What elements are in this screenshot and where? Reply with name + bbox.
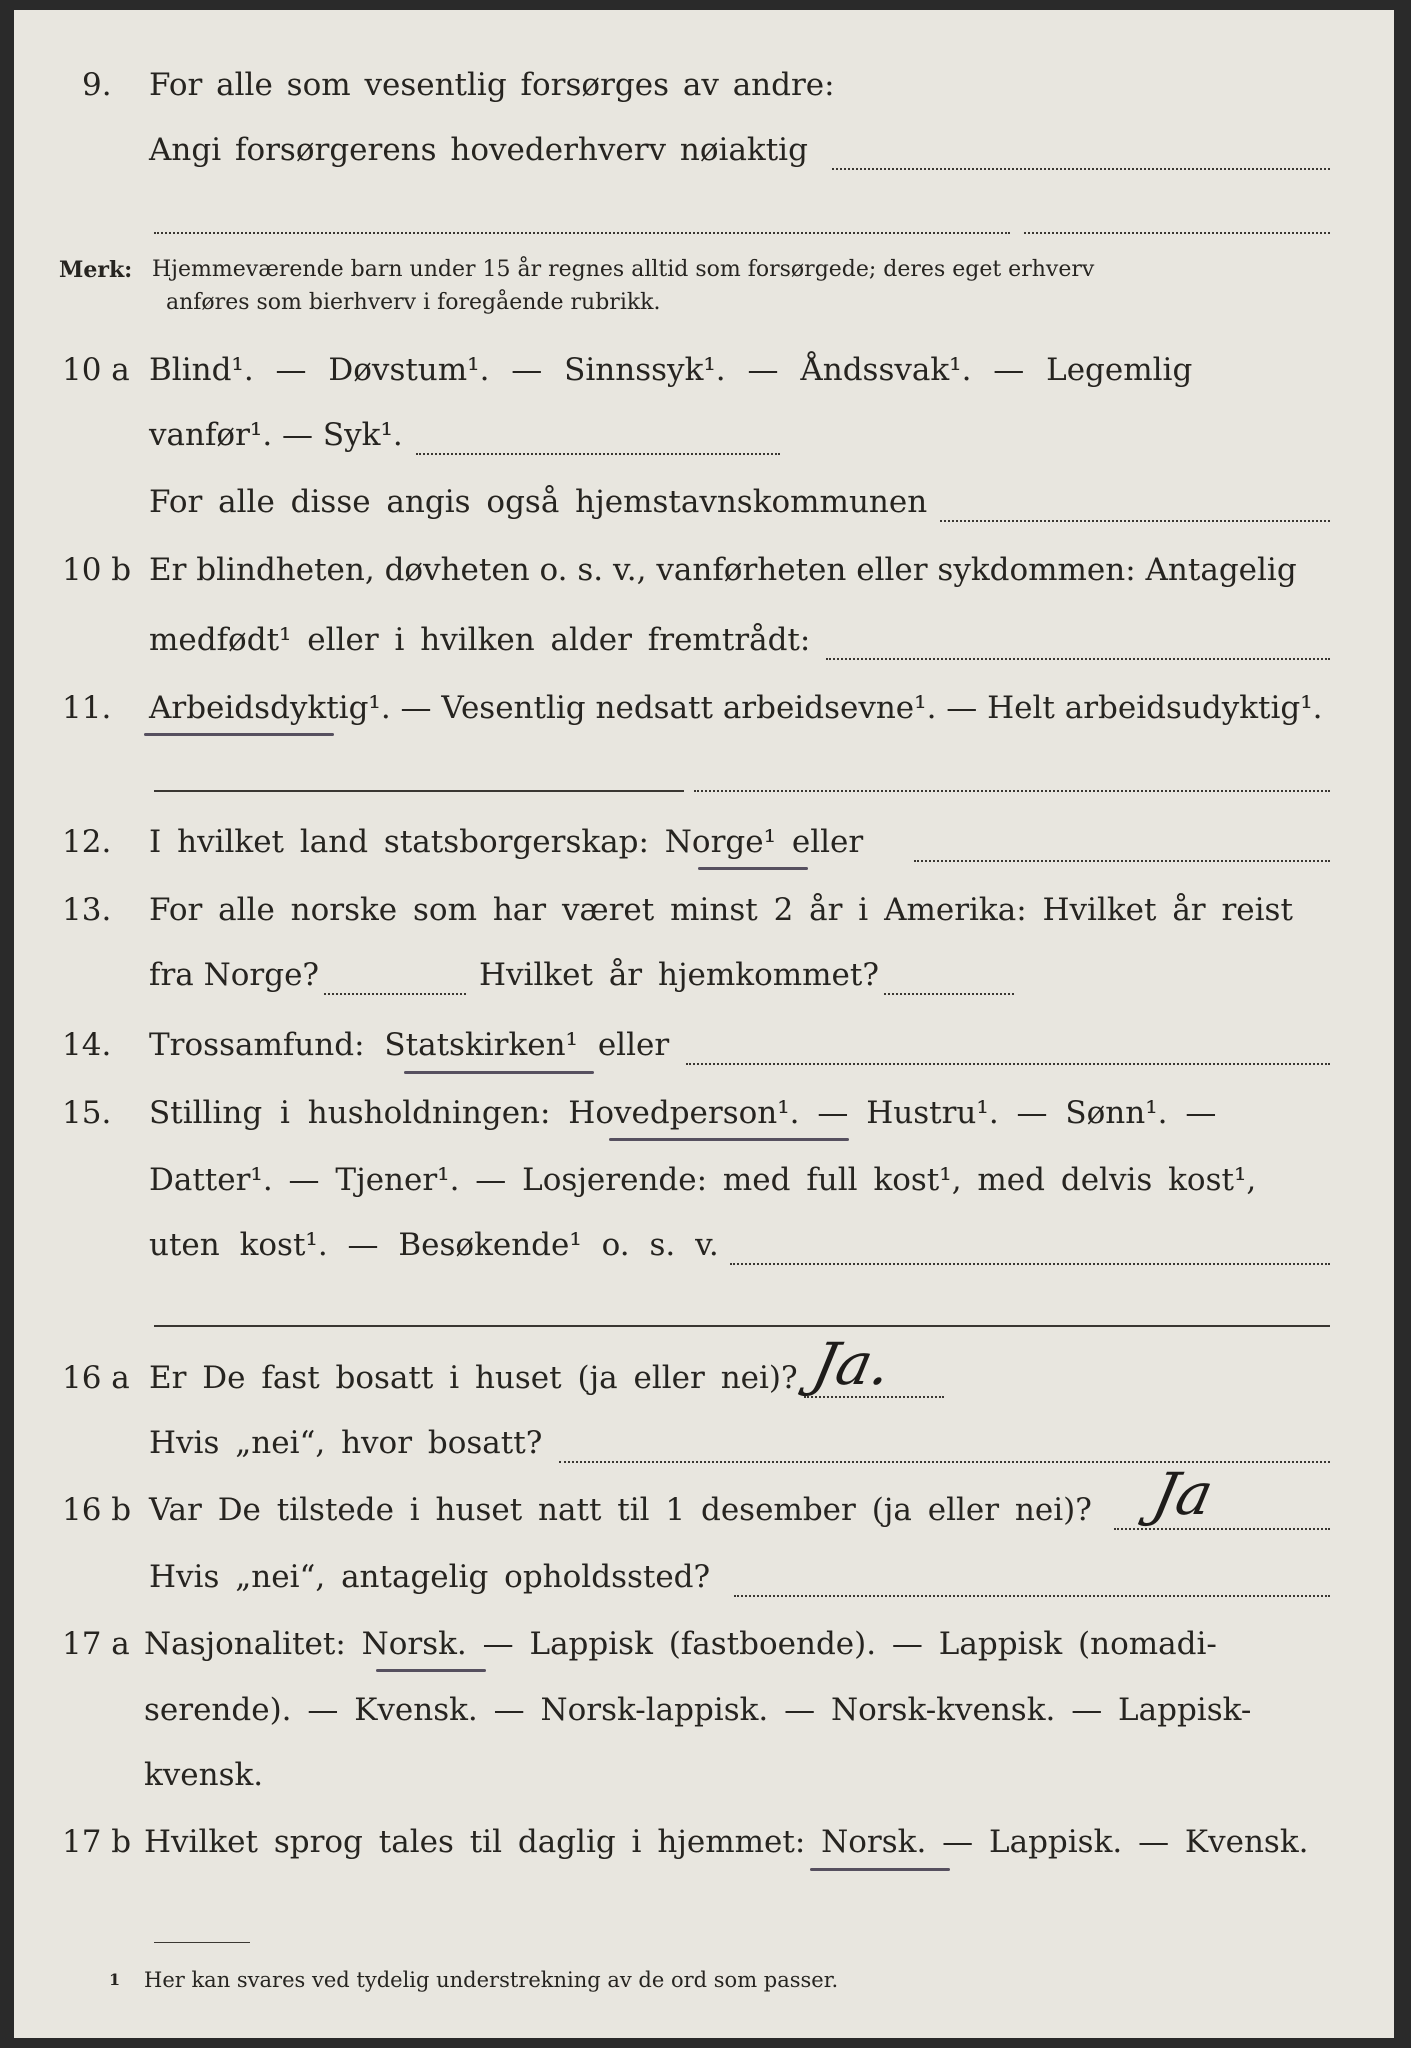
q16a-handwritten-answer: Ja.	[806, 1330, 898, 1398]
q13-year-returned-field[interactable]	[884, 993, 1014, 995]
q11-rule	[154, 790, 684, 792]
q13-year-left-field[interactable]	[324, 993, 466, 995]
q13-line1: For alle norske som har været minst 2 år i Amerika: Hvilket år reist	[149, 892, 1293, 928]
footnote-text: Her kan svares ved tydelig understrekning av de ord som passer.	[144, 1968, 839, 1992]
q15-number: 15.	[62, 1095, 112, 1131]
q12-answer-field[interactable]	[914, 860, 1330, 862]
q9-number: 9.	[82, 67, 112, 103]
q14-number: 14.	[62, 1027, 112, 1063]
q16a-line2: Hvis „nei“, hvor bosatt?	[149, 1425, 543, 1461]
q10a-line2: vanfør¹. — Syk¹.	[149, 417, 403, 453]
q11-number: 11.	[62, 690, 112, 726]
q17a-number: 17 a	[62, 1626, 130, 1662]
merk-label: Merk:	[59, 257, 133, 283]
q13-line2b: Hvilket år hjemkommet?	[479, 957, 879, 993]
q16a-line1: Er De fast bosatt i huset (ja eller nei)?	[149, 1360, 798, 1396]
q10a-number: 10 a	[62, 352, 130, 388]
q16b-whereabouts-field[interactable]	[734, 1595, 1330, 1597]
q17a-line1: Nasjonalitet: Norsk. — Lappisk (fastboende). — Lappisk (nomadi-	[144, 1626, 1217, 1662]
q16a-number: 16 a	[62, 1360, 130, 1396]
q17a-line3: kvensk.	[144, 1757, 264, 1793]
q15-line3: uten kost¹. — Besøkende¹ o. s. v.	[149, 1227, 719, 1263]
q17a-line2: serende). — Kvensk. — Norsk-lappisk. — Norsk-kvensk. — Lappisk-	[144, 1692, 1252, 1728]
q17b-pen-underline	[810, 1868, 950, 1871]
q10a-sick-field[interactable]	[416, 453, 780, 455]
q9-answer-field-2[interactable]	[154, 232, 1010, 234]
q10b-number: 10 b	[62, 552, 132, 588]
q11-line1: Arbeidsdyktig¹. — Vesentlig nedsatt arbeidsevne¹. — Helt arbeidsudyktig¹.	[149, 690, 1323, 726]
q14-line1: Trossamfund: Statskirken¹ eller	[149, 1027, 670, 1063]
q9-answer-field[interactable]	[832, 168, 1330, 170]
footnote-rule	[154, 1942, 250, 1943]
q10b-line1: Er blindheten, døvheten o. s. v., vanførheten eller sykdommen: Antagelig	[149, 552, 1297, 588]
census-form-page	[14, 10, 1394, 2038]
q15-rule	[154, 1325, 1330, 1327]
q9-line1: For alle som vesentlig forsørges av andre:	[149, 67, 835, 103]
q15-answer-field[interactable]	[730, 1263, 1330, 1265]
merk-line1: Hjemmeværende barn under 15 år regnes alltid som forsørgede; deres eget erhverv	[152, 257, 1095, 282]
q12-pen-underline	[698, 867, 808, 870]
q11-answer-field[interactable]	[694, 790, 1330, 792]
q10a-line1: Blind¹. — Døvstum¹. — Sinnssyk¹. — Åndssvak¹. — Legemlig	[149, 352, 1193, 388]
q14-pen-underline	[404, 1071, 594, 1074]
q17b-number: 17 b	[62, 1824, 132, 1860]
q15-pen-underline	[609, 1138, 849, 1141]
q10b-line2: medfødt¹ eller i hvilken alder fremtrådt:	[149, 622, 811, 658]
q9-answer-field-3[interactable]	[1024, 232, 1330, 234]
q14-answer-field[interactable]	[686, 1063, 1330, 1065]
q16b-handwritten-answer: Ja	[1146, 1460, 1220, 1528]
q9-line2: Angi forsørgerens hovederhverv nøiaktig	[149, 132, 808, 168]
q10a-line3: For alle disse angis også hjemstavnskommunen	[149, 484, 928, 520]
q17b-line1: Hvilket sprog tales til daglig i hjemmet: Norsk. — Lappisk. — Kvensk.	[144, 1824, 1309, 1860]
footnote-mark: 1	[109, 1970, 121, 1989]
q15-line1: Stilling i husholdningen: Hovedperson¹. — Hustru¹. — Sønn¹. —	[149, 1095, 1217, 1131]
q12-number: 12.	[62, 824, 112, 860]
q16b-line1: Var De tilstede i huset natt til 1 desember (ja eller nei)?	[149, 1492, 1092, 1528]
q13-line2a: fra Norge?	[149, 957, 320, 993]
q16b-answer-field[interactable]	[1114, 1528, 1330, 1530]
q15-line2: Datter¹. — Tjener¹. — Losjerende: med full kost¹, med delvis kost¹,	[149, 1162, 1257, 1198]
q10b-answer-field[interactable]	[826, 658, 1330, 660]
q17a-pen-underline	[376, 1669, 486, 1672]
q12-line1: I hvilket land statsborgerskap: Norge¹ eller	[149, 824, 864, 860]
q13-number: 13.	[62, 892, 112, 928]
q16b-line2: Hvis „nei“, antagelig opholdssted?	[149, 1559, 711, 1595]
q11-pen-underline	[144, 733, 334, 736]
q10a-home-municipality-field[interactable]	[940, 520, 1330, 522]
merk-line2: anføres som bierhverv i foregående rubrikk.	[166, 290, 661, 315]
q16b-number: 16 b	[62, 1492, 132, 1528]
